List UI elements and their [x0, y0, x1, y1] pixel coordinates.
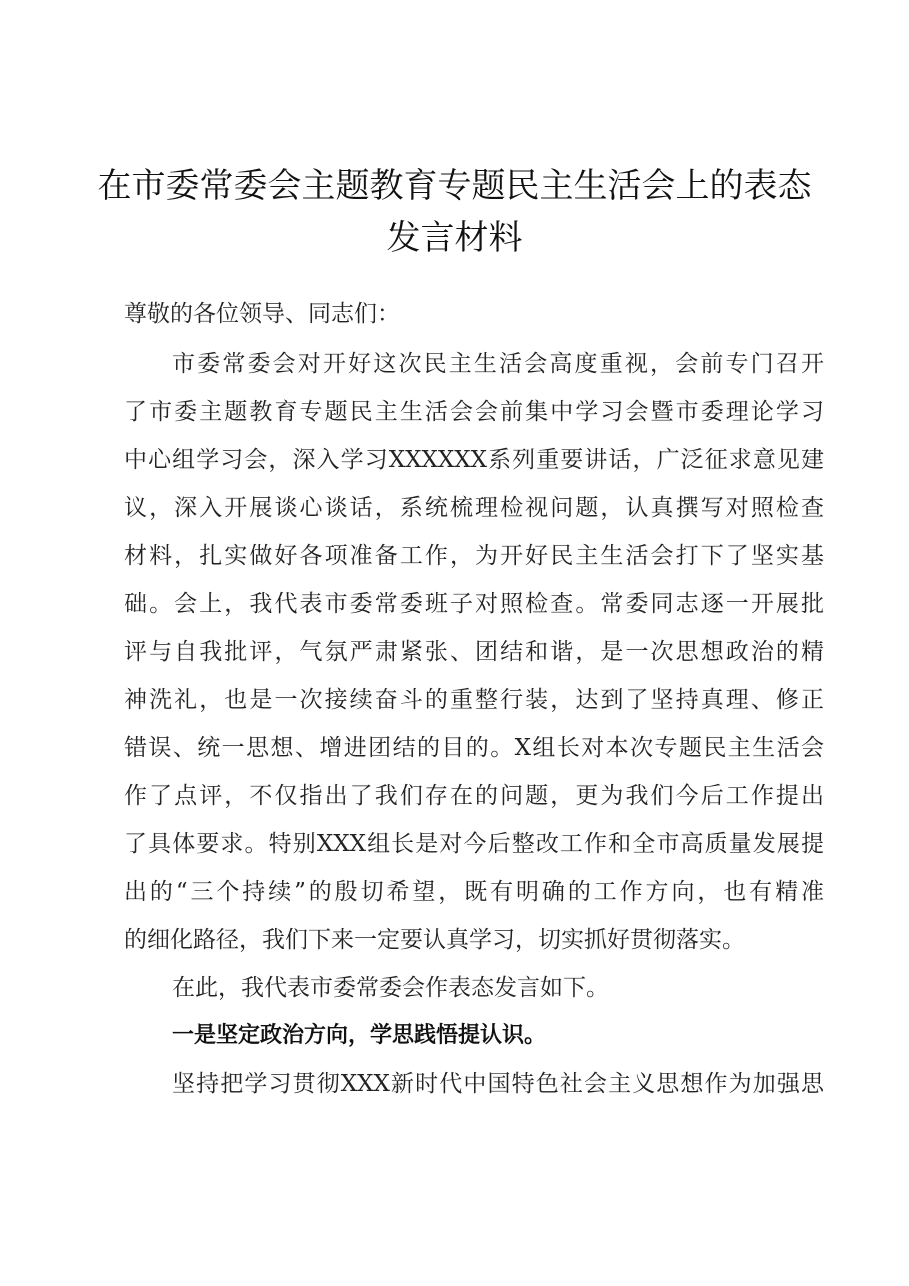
paragraph-line: 了具体要求。特别XXX组长是对今后整改工作和全市高质量发展提: [124, 831, 824, 857]
paragraph-line: 作了点评，不仅指出了我们存在的问题，更为我们今后工作提出: [124, 783, 824, 809]
salutation: 尊敬的各位领导、同志们：: [124, 301, 400, 327]
paragraph-line: 错误、统一思想、增进团结的目的。X组长对本次专题民主生活会: [124, 735, 824, 761]
paragraph-line: 评与自我批评，气氛严肃紧张、团结和谐，是一次思想政治的精: [124, 639, 824, 665]
paragraph-line: 的细化路径，我们下来一定要认真学习，切实抓好贯彻落实。: [124, 927, 745, 953]
section-heading-1: 一是坚定政治方向，学思践悟提认识。: [172, 1023, 547, 1048]
paragraph-line: 础。会上，我代表市委常委班子对照检查。常委同志逐一开展批: [124, 591, 824, 617]
paragraph-line: 材料，扎实做好各项准备工作，为开好民主生活会打下了坚实基: [124, 543, 824, 569]
paragraph-line: 中心组学习会，深入学习XXXXXX系列重要讲话，广泛征求意见建: [124, 447, 824, 473]
paragraph-line: 出的“三个持续”的殷切希望，既有明确的工作方向，也有精准: [124, 879, 824, 905]
paragraph-line: 议，深入开展谈心谈话，系统梳理检视问题，认真撰写对照检查: [124, 495, 824, 521]
paragraph-2: 在此，我代表市委常委会作表态发言如下。: [172, 975, 609, 1001]
paragraph-line: 神洗礼，也是一次接续奋斗的重整行装，达到了坚持真理、修正: [124, 687, 824, 713]
document-title-line1: 在市委常委会主题教育专题民主生活会上的表态: [97, 166, 812, 206]
paragraph-line: 了市委主题教育专题民主生活会会前集中学习会暨市委理论学习: [124, 399, 824, 425]
document-title-line2: 发言材料: [386, 218, 523, 258]
paragraph-line: 市委常委会对开好这次民主生活会高度重视，会前专门召开: [172, 351, 824, 377]
paragraph-3-line-1: 坚持把学习贯彻XXX新时代中国特色社会主义思想作为加强思: [172, 1071, 824, 1097]
